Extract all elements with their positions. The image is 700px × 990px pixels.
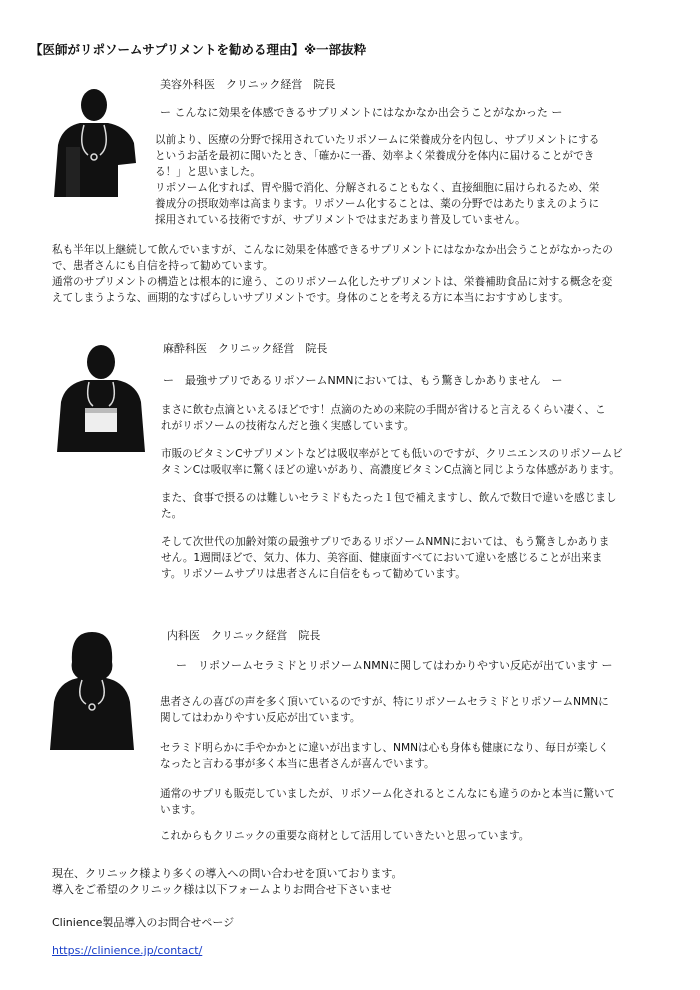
paragraph-line: これからもクリニックの重要な商材として活用していきたいと思っています。 bbox=[160, 830, 530, 842]
paragraph-line: というお話を最初に聞いたとき、「確かに一番、効率よく栄養成分を体内に届けることができ bbox=[155, 150, 595, 162]
doctor-paragraph bbox=[155, 132, 599, 228]
doctor-role: 美容外科医 クリニック経営 院長 bbox=[160, 78, 336, 91]
paragraph-line: セラミド明らかに手やかかとに違いが出ますし、NMNは心も身体も健康になり、毎日が楽しく bbox=[160, 742, 609, 754]
paragraph-line: 養成分の摂取効率は高まります。リポソーム化することは、薬の分野ではあたりまえのように bbox=[155, 198, 600, 210]
paragraph-line: なったと言わる事が多く本当に患者さんが喜んでいます。 bbox=[160, 758, 435, 770]
contact-label: Clinience製品導入のお問合せページ bbox=[52, 916, 235, 929]
footer-line: 現在、クリニック様より多くの導入への問い合わせを頂いております。 bbox=[52, 867, 403, 880]
paragraph-line: います。 bbox=[160, 804, 202, 816]
doctor-paragraph bbox=[161, 534, 609, 582]
paragraph-line: る！」と思いました。 bbox=[155, 166, 261, 178]
paragraph-line: れがリポソームの技術なんだと強く実感しています。 bbox=[161, 420, 415, 432]
paragraph-line: 採用されている技術ですが、サプリメントではまだあまり普及していません。 bbox=[155, 214, 526, 226]
paragraph-line: 通常のサプリメントの構造とは根本的に違う、このリポソーム化したサプリメントは、栄養補助食品に対する概念を変 bbox=[52, 276, 613, 288]
doctor-paragraph bbox=[160, 740, 609, 772]
doctor-role: 麻酔科医 クリニック経営 院長 bbox=[163, 342, 328, 355]
doctor-quote: ー リポソームセラミドとリポソームNMNに関してはわかりやすい反応が出ています ー bbox=[176, 659, 613, 672]
doctor-paragraph bbox=[161, 490, 617, 522]
footer-line: 導入をご希望のクリニック様は以下フォームよりお問合せ下さいませ bbox=[52, 883, 392, 896]
paragraph-line: 私も半年以上継続して飲んでいますが、こんなに効果を体感できるサプリメントにはなかなか出会うことがなかったの bbox=[52, 244, 613, 256]
doctor-stethoscope-silhouette-icon bbox=[48, 85, 140, 197]
footer-message bbox=[52, 866, 402, 898]
doctor-paragraph bbox=[52, 242, 613, 306]
doctor-paragraph bbox=[160, 694, 609, 726]
paragraph-line: まさに飲む点滴といえるほどです！点滴のための来院の手間が省けると言えるくらい凄く、こ bbox=[161, 404, 606, 416]
paragraph-line: 通常のサプリも販売していましたが、リポソーム化されるとこんなにも違うのかと本当に驚いて bbox=[160, 788, 616, 800]
paragraph-line: 市販のビタミンCサプリメントなどは吸収率がとても低いのですが、クリニエンスのリポソームビ bbox=[161, 448, 623, 460]
doctor-quote: ー 最強サプリであるリポソームNMNにおいては、もう驚きしかありません ー bbox=[163, 374, 563, 387]
paragraph-line: 以前より、医療の分野で採用されていたリポソームに栄養成分を内包し、サプリメントにする bbox=[155, 134, 600, 146]
doctor-paragraph bbox=[160, 786, 615, 818]
doctor-clipboard-silhouette-icon bbox=[55, 340, 147, 452]
paragraph-line: せん。1週間ほどで、気力、体力、美容面、健康面すべてにおいて違いを感じることが出来ま bbox=[161, 552, 603, 564]
paragraph-line: で、患者さんにも自信を持って勧めています。 bbox=[52, 260, 274, 272]
paragraph-line: た。 bbox=[161, 508, 183, 520]
paragraph-line: 関してはわかりやすい反応が出ています。 bbox=[160, 712, 361, 724]
paragraph-line: また、食事で摂るのは難しいセラミドもたった１包で補えますし、飲んで数日で違いを感じまし bbox=[161, 492, 617, 504]
paragraph-line: リポソーム化すれば、胃や腸で消化、分解されることもなく、直接細胞に届けられるため、栄 bbox=[155, 182, 600, 194]
paragraph-line: 患者さんの喜びの声を多く頂いているのですが、特にリポソームセラミドとリポソームNMNに bbox=[160, 696, 609, 708]
female-doctor-silhouette-icon bbox=[42, 628, 142, 750]
page-title: 【医師がリポソームサプリメントを勧める理由】※一部抜粋 bbox=[30, 42, 367, 57]
doctor-role: 内科医 クリニック経営 院長 bbox=[167, 629, 321, 642]
doctor-paragraph bbox=[161, 446, 623, 478]
contact-link[interactable]: https://clinience.jp/contact/ bbox=[52, 944, 203, 957]
paragraph-line: そして次世代の加齢対策の最強サプリであるリポソームNMNにおいては、もう驚きしかありま bbox=[161, 536, 610, 548]
doctor-paragraph bbox=[160, 828, 529, 844]
paragraph-line: す。リポソームサプリは患者さんに自信をもって勧めています。 bbox=[161, 568, 466, 580]
paragraph-line: タミンCは吸収率に驚くほどの違いがあり、高濃度ビタミンC点滴と同じような体感があります。 bbox=[161, 464, 620, 476]
doctor-paragraph bbox=[161, 402, 606, 434]
doctor-quote: ー こんなに効果を体感できるサプリメントにはなかなか出会うことがなかった ー bbox=[160, 106, 563, 119]
paragraph-line: えてしまうような、画期的なすばらしいサプリメントです。身体のことを考える方に本当におすすめします。 bbox=[52, 292, 569, 304]
